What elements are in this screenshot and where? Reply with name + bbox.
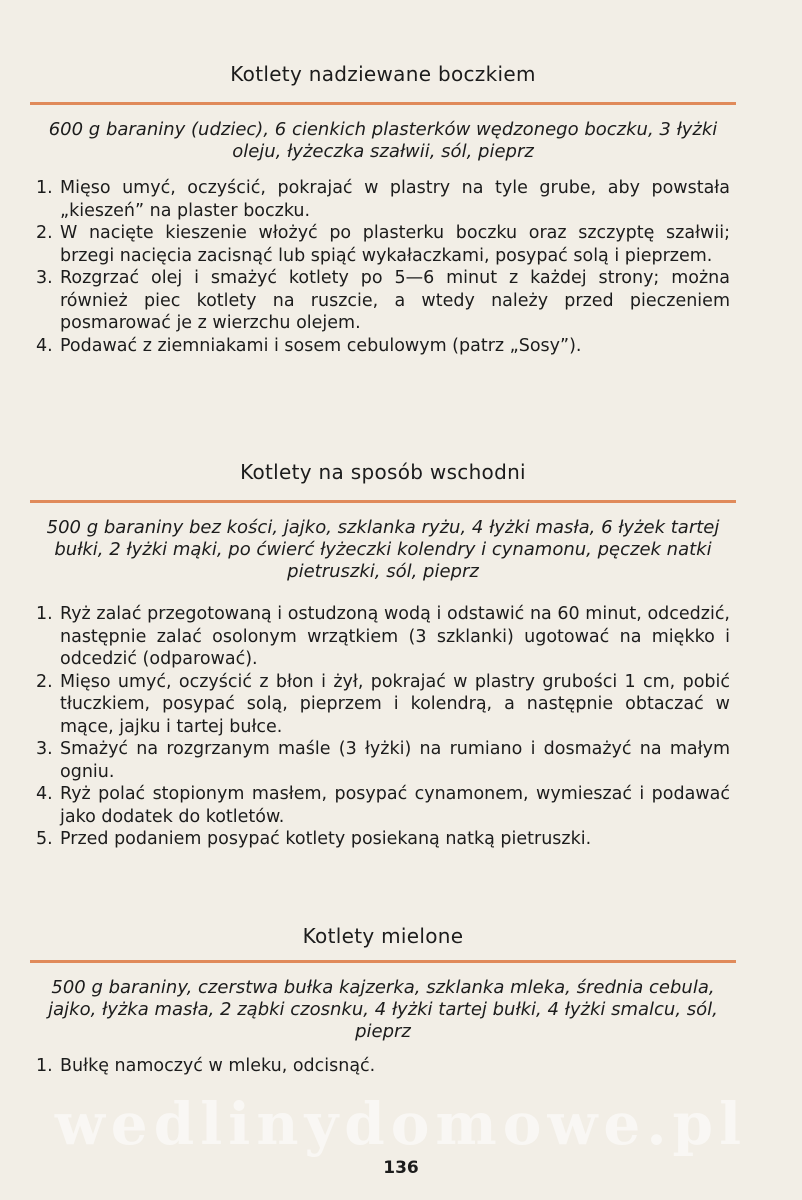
step-text: Mięso umyć, oczyścić, pokrajać w plastry na tyle grube, aby powstała „kieszeń” na plaster boczku. [60, 178, 730, 221]
recipe-section-3 [36, 922, 730, 1078]
step-text: Rozgrzać olej i smażyć kotlety po 5—6 minut z każdej strony; można również piec kotlety na ruszcie, a wtedy należy przed pieczeniem posmarować je z wierzchu olejem. [60, 268, 730, 333]
step-number: 4. [36, 784, 53, 804]
section-divider [30, 102, 736, 105]
page-number: 136 [383, 1158, 419, 1178]
step-item [36, 1055, 730, 1078]
recipe-title: Kotlety mielone [302, 924, 464, 948]
recipe-title: Kotlety na sposób wschodni [240, 460, 526, 484]
step-number: 4. [36, 335, 53, 356]
recipe-section-1 [36, 60, 730, 357]
step-text: Ryż zalać przegotowaną i ostudzoną wodą i odstawić na 60 minut, odcedzić, następnie zalać osolonym wrzątkiem (3 szklanki) ugotować na miękko i odcedzić (odparować). [60, 604, 730, 669]
ingredients-list: 500 g baraniny bez kości, jajko, szklanka ryżu, 4 łyżki masła, 6 łyżek tartej bułki, 2 łyżki mąki, po ćwierć łyżeczki kolendry i cynamonu, pęczek natki pietruszki, sól, pieprz [46, 517, 720, 582]
steps-list [36, 177, 730, 357]
section-divider [30, 500, 736, 503]
ingredients-list: 600 g baraniny (udziec), 6 cienkich plasterków wędzonego boczku, 3 łyżki oleju, łyżeczka szałwii, sól, pieprz [48, 119, 718, 162]
step-item [36, 783, 730, 828]
step-number: 1. [36, 1056, 53, 1076]
step-text: Przed podaniem posypać kotlety posiekaną natką pietruszki. [60, 829, 592, 849]
section-divider [30, 960, 736, 963]
steps-list [36, 1055, 730, 1078]
step-item [36, 828, 730, 851]
recipe-section-2 [36, 458, 730, 851]
step-item [36, 603, 730, 671]
step-item [36, 267, 730, 335]
step-number: 2. [36, 671, 53, 692]
step-number: 1. [36, 604, 53, 624]
step-number: 3. [36, 268, 53, 288]
step-number: 2. [36, 223, 53, 243]
step-item [36, 335, 730, 358]
recipe-title: Kotlety nadziewane boczkiem [230, 62, 536, 86]
step-text: W nacięte kieszenie włożyć po plasterku boczku oraz szczyptę szałwii; brzegi nacięcia zacisnąć lub spiąć wykałaczkami, posypać solą i pieprzem. [60, 223, 730, 266]
step-item [36, 222, 730, 267]
step-number: 1. [36, 178, 53, 198]
step-text: Podawać z ziemniakami i sosem cebulowym (patrz „Sosy”). [60, 335, 582, 356]
ingredients-list: 500 g baraniny, czerstwa bułka kajzerka, szklanka mleka, średnia cebula, jajko, łyżka masła, 2 ząbki czosnku, 4 łyżki tartej bułki, 4 łyżki smalcu, sól, pieprz [48, 977, 718, 1042]
step-item [36, 671, 730, 739]
watermark: wedlinydomowe.pl [54, 1090, 748, 1158]
step-text: Bułkę namoczyć w mleku, odcisnąć. [60, 1056, 376, 1076]
step-text: Mięso umyć, oczyścić z błon i żył, pokrajać w plastry grubości 1 cm, pobić tłuczkiem, posypać solą, pieprzem i kolendrą, a następnie obtaczać w mące, jajku i tartej bułce. [60, 671, 730, 737]
step-item [36, 738, 730, 783]
step-number: 5. [36, 829, 53, 849]
step-text: Ryż polać stopionym masłem, posypać cynamonem, wymieszać i podawać jako dodatek do kotletów. [60, 784, 730, 827]
step-number: 3. [36, 739, 53, 759]
step-item [36, 177, 730, 222]
steps-list [36, 603, 730, 851]
step-text: Smażyć na rozgrzanym maśle (3 łyżki) na rumiano i dosmażyć na małym ogniu. [60, 739, 730, 782]
